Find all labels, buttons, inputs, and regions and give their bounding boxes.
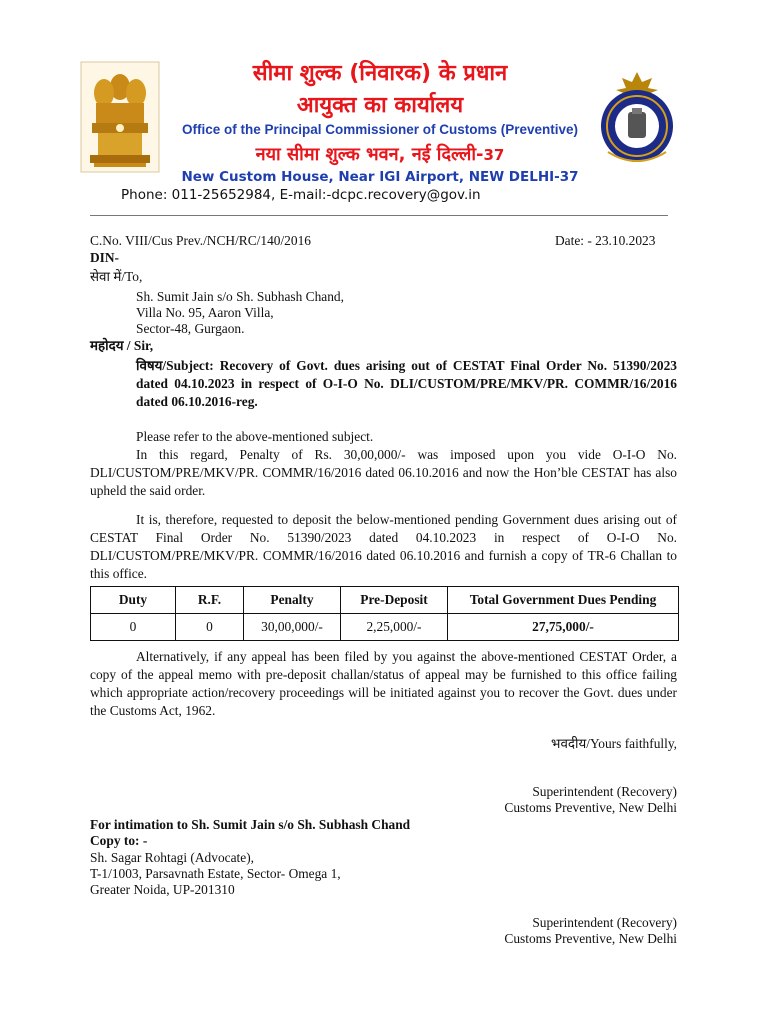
letterhead-hindi-line1: सीमा शुल्क (निवारक) के प्रधान bbox=[252, 61, 508, 86]
letterhead-contact: Phone: 011-25652984, E-mail:-dcpc.recovery@gov.in bbox=[121, 187, 481, 203]
din-label: DIN- bbox=[90, 250, 120, 265]
signature1-office: Customs Preventive, New Delhi bbox=[504, 800, 677, 815]
hindi-address-number: 37 bbox=[483, 146, 505, 164]
paragraph-1: Please refer to the above-mentioned subject. bbox=[136, 429, 374, 444]
signature2-title: Superintendent (Recovery) bbox=[532, 915, 677, 930]
dues-table bbox=[90, 586, 679, 641]
letter-date: Date: - 23.10.2023 bbox=[555, 233, 656, 248]
header-pre-deposit: Pre-Deposit bbox=[341, 587, 448, 614]
letterhead-divider bbox=[90, 215, 668, 216]
addressee-line1: Sh. Sumit Jain s/o Sh. Subhash Chand, bbox=[136, 289, 344, 304]
hindi-address-text: नया सीमा शुल्क भवन, नई दिल्ली- bbox=[255, 144, 484, 165]
dues-table-header-row bbox=[91, 587, 679, 614]
addressee-line2: Villa No. 95, Aaron Villa, bbox=[136, 305, 274, 320]
header-total-dues: Total Government Dues Pending bbox=[448, 587, 679, 614]
paragraph-4: Alternatively, if any appeal has been filed by you against the above-mentioned CESTAT Order, a copy of the appeal memo with pre-deposit challan/status of appeal may be furnished to this office failing which appropriate action/recovery proceedings will be initiated against you to recover the Govt. dues under the Customs Act, 1962. bbox=[90, 649, 677, 718]
intimation-line: For intimation to Sh. Sumit Jain s/o Sh. Subhash Chand bbox=[90, 817, 411, 832]
copy-to-label: Copy to: - bbox=[90, 833, 148, 848]
subject: विषय/Subject: Recovery of Govt. dues arising out of CESTAT Final Order No. 51390/2023 dated 04.10.2023 in respect of O-I-O No. DLI/CUSTOM/PRE/MKV/PR. COMMR/16/2016 dated 06.10.2016-reg. bbox=[136, 358, 677, 409]
cell-rf: 0 bbox=[176, 614, 244, 641]
letterhead-address-english: New Custom House, Near IGI Airport, NEW DELHI-37 bbox=[181, 169, 579, 185]
salutation: महोदय / Sir, bbox=[90, 338, 154, 353]
closing: भवदीय/Yours faithfully, bbox=[551, 736, 677, 751]
to-label: सेवा में/To, bbox=[90, 269, 143, 284]
cell-pre-deposit: 2,25,000/- bbox=[341, 614, 448, 641]
cell-duty: 0 bbox=[91, 614, 176, 641]
letterhead-office-english: Office of the Principal Commissioner of Customs (Preventive) bbox=[181, 122, 579, 137]
cell-penalty: 30,00,000/- bbox=[244, 614, 341, 641]
dues-table-row bbox=[91, 614, 679, 641]
state-emblem-icon bbox=[80, 61, 160, 173]
signature1-title: Superintendent (Recovery) bbox=[532, 784, 677, 799]
cell-total-dues: 27,75,000/- bbox=[448, 614, 679, 641]
paragraph-2: In this regard, Penalty of Rs. 30,00,000/- was imposed upon you vide O-I-O No. DLI/CUSTOM/PRE/MKV/PR. COMMR/16/2016 dated 06.10.2016 and now the Hon’ble CESTAT has also upheld the said order. bbox=[90, 447, 677, 498]
signature2-office: Customs Preventive, New Delhi bbox=[504, 931, 677, 946]
letterhead-hindi-line2: आयुक्त का कार्यालय bbox=[296, 93, 464, 118]
paragraph-3: It is, therefore, requested to deposit the below-mentioned pending Government dues arising out of CESTAT Final Order No. 51390/2023 dated 04.10.2023 in respect of O-I-O No. DLI/CUSTOM/PRE/MKV/PR. COMMR/16/2016 dated 06.10.2016 and furnish a copy of TR-6 Challan to this office. bbox=[90, 512, 677, 581]
copy-to-line1: Sh. Sagar Rohtagi (Advocate), bbox=[90, 850, 254, 865]
letterhead-hindi-address bbox=[150, 142, 610, 168]
copy-to-line2: T-1/1003, Parsavnath Estate, Sector- Omega 1, bbox=[90, 866, 341, 881]
header-rf: R.F. bbox=[176, 587, 244, 614]
copy-to-line3: Greater Noida, UP-201310 bbox=[90, 882, 235, 897]
header-penalty: Penalty bbox=[244, 587, 341, 614]
header-duty: Duty bbox=[91, 587, 176, 614]
file-number: C.No. VIII/Cus Prev./NCH/RC/140/2016 bbox=[90, 233, 311, 248]
addressee-line3: Sector-48, Gurgaon. bbox=[136, 321, 245, 336]
